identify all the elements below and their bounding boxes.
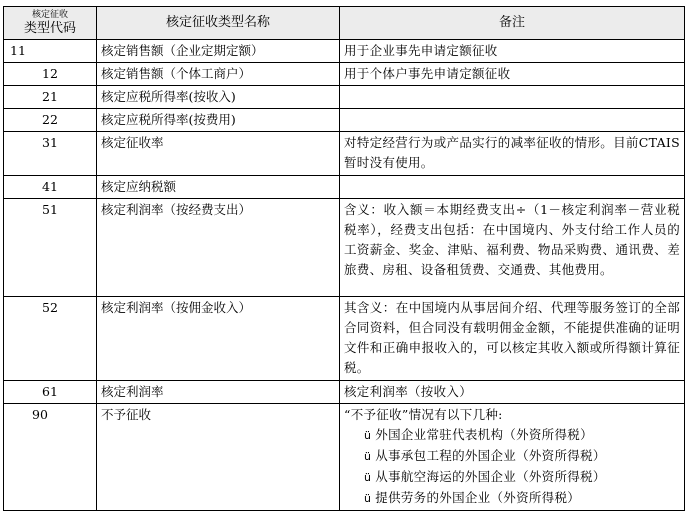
type-note: 含义：收入额＝本期经费支出÷（1－核定利润率－营业税税率），经费支出包括：在中国境内、外支付给工作人员的工资薪金、奖金、津贴、福利费、物品采购费、通讯费、差旅费、房租、设备租赁费、交通费、其他费用。	[340, 199, 685, 297]
header-note: 备注	[340, 7, 685, 40]
table-row	[4, 109, 685, 132]
note-item	[344, 467, 680, 488]
table-row	[4, 199, 685, 297]
type-note: 其含义：在中国境内从事居间介绍、代理等服务签订的全部合同资料，但合同没有载明佣金金额，不能提供准确的证明文件和正确申报收入的，可以核定其收入额或所得额计算征税。	[340, 297, 685, 381]
check-mark-icon: ü	[364, 492, 372, 505]
type-note	[340, 176, 685, 199]
header-code-line1: 核定征收	[31, 10, 68, 20]
note-intro: “不予征收”情况有以下几种:	[344, 407, 503, 422]
note-item-text: 提供劳务的外国企业（外资所得税）	[375, 490, 581, 505]
type-code: 11	[4, 40, 97, 63]
table-row	[4, 40, 685, 63]
type-code: 41	[4, 176, 97, 199]
type-note	[340, 86, 685, 109]
table-row	[4, 297, 685, 381]
type-name: 核定销售额（个体工商户）	[97, 63, 340, 86]
table-row	[4, 132, 685, 176]
tax-category-table	[3, 6, 685, 511]
note-item	[344, 488, 680, 509]
note-item	[344, 425, 680, 446]
type-note: 用于企业事先申请定额征收	[340, 40, 685, 63]
check-mark-icon: ü	[364, 471, 372, 484]
check-mark-icon: ü	[364, 429, 372, 442]
type-code: 90	[4, 404, 97, 511]
table-row	[4, 381, 685, 404]
type-name: 核定应税所得率(按费用)	[97, 109, 340, 132]
type-note	[340, 404, 685, 511]
type-note: 核定利润率（按收入）	[340, 381, 685, 404]
type-name: 核定利润率（按佣金收入）	[97, 297, 340, 381]
type-code: 12	[4, 63, 97, 86]
note-item	[344, 446, 680, 467]
type-note	[340, 109, 685, 132]
header-name: 核定征收类型名称	[97, 7, 340, 40]
type-name: 核定应纳税额	[97, 176, 340, 199]
table-row	[4, 86, 685, 109]
header-code	[4, 7, 97, 40]
type-name: 核定应税所得率(按收入)	[97, 86, 340, 109]
table-header-row	[4, 7, 685, 40]
type-name: 不予征收	[97, 404, 340, 511]
type-code: 22	[4, 109, 97, 132]
type-note: 对特定经营行为或产品实行的减率征收的情形。目前CTAIS暂时没有使用。	[340, 132, 685, 176]
check-mark-icon: ü	[364, 450, 372, 463]
type-name: 核定利润率	[97, 381, 340, 404]
table-row	[4, 63, 685, 86]
note-item-text: 外国企业常驻代表机构（外资所得税）	[375, 427, 593, 442]
table-row	[4, 404, 685, 511]
type-note: 用于个体户事先申请定额征收	[340, 63, 685, 86]
type-code: 51	[4, 199, 97, 297]
note-item-text: 从事航空海运的外国企业（外资所得税）	[375, 469, 606, 484]
type-code: 61	[4, 381, 97, 404]
type-name: 核定销售额（企业定期定额）	[97, 40, 340, 63]
header-code-line2: 类型代码	[23, 21, 76, 36]
type-name: 核定征收率	[97, 132, 340, 176]
table-row	[4, 176, 685, 199]
type-code: 31	[4, 132, 97, 176]
type-code: 52	[4, 297, 97, 381]
type-code: 21	[4, 86, 97, 109]
note-item-text: 从事承包工程的外国企业（外资所得税）	[375, 448, 606, 463]
type-name: 核定利润率（按经费支出）	[97, 199, 340, 297]
